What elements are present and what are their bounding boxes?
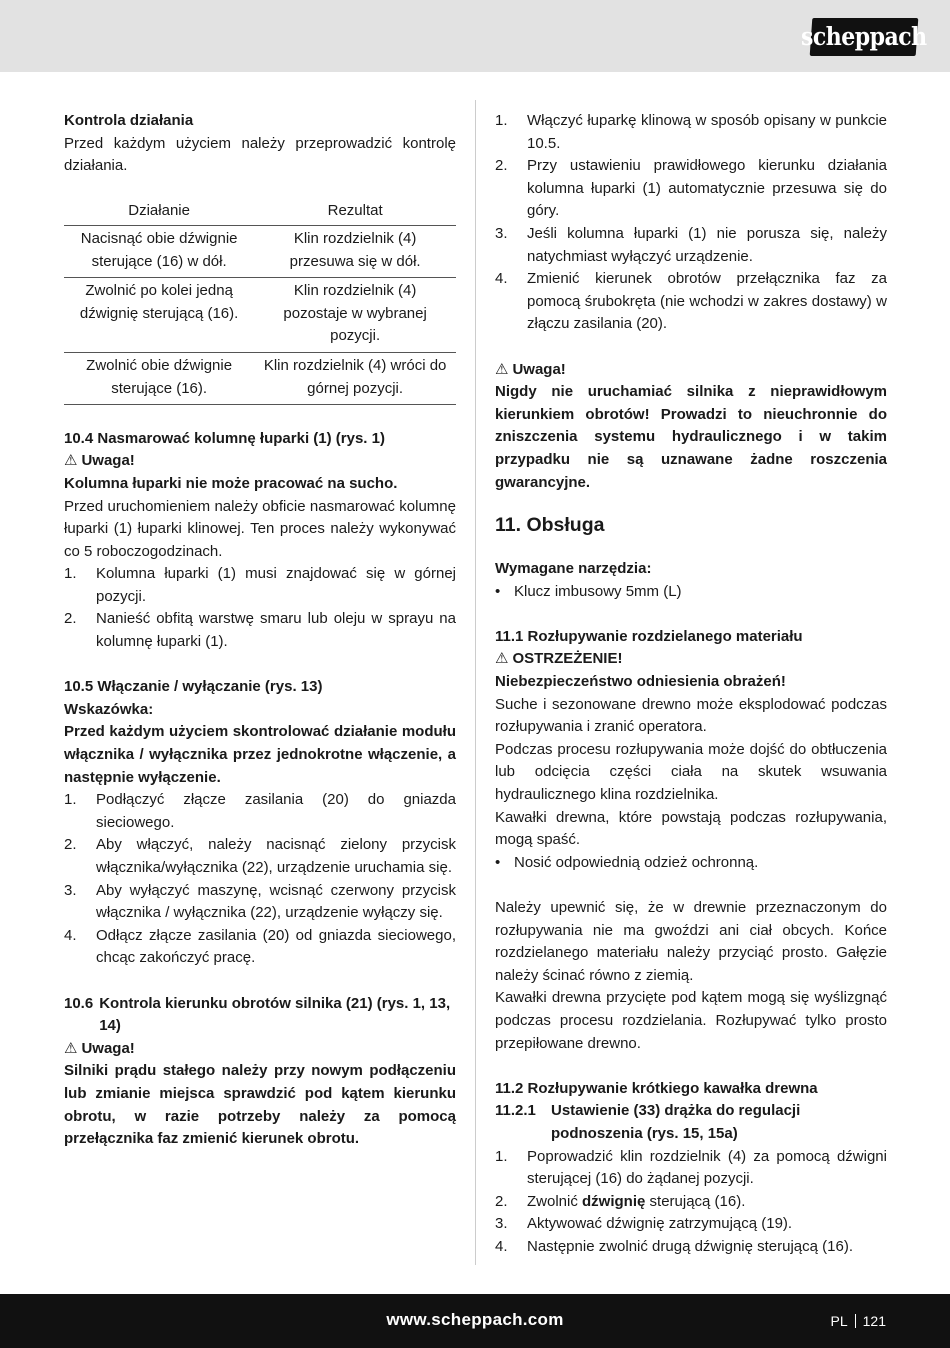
warning-label: Uwaga!: [81, 452, 135, 470]
list-item: 4. Odłącz złącze zasilania (20) od gniazda sieciowego, chcąc zakończyć pracę.: [64, 926, 456, 967]
list-item: 2. Aby włączyć, należy nacisnąć zielony przycisk włącznika/wyłącznika (22), urządzenie uruchamia się.: [64, 836, 456, 876]
function-check-table: [64, 200, 456, 405]
left-column: [64, 110, 456, 1151]
section-10-6-title: 10.6 Kontrola kierunku obrotów silnika (21) (rys. 1, 13, 14): [64, 994, 451, 1035]
section-10-4-text: Przed uruchomieniem należy obficie nasmarować kolumnę łuparki (1) łuparki klinowej. Ten proces należy wykonywać co 5 roboczogodzinach.: [64, 497, 456, 560]
paragraph: Suche i sezonowane drewno może eksplodować podczas rozłupywania i zranić operatora.: [495, 695, 887, 736]
section-11-2-1-title: 11.2.1 Ustawienie (33) drążka do regulacji podnoszenia (rys. 15, 15a): [495, 1102, 801, 1142]
bullet: •: [495, 853, 501, 871]
warning-triangle-icon: ⚠: [495, 650, 509, 668]
list-item: 1. Włączyć łuparkę klinową w sposób opisany w punkcie 10.5.: [495, 112, 887, 152]
section-10-5-bold: Przed każdym użyciem skontrolować działanie modułu włącznika / wyłącznika przez jednokrotne włączenie, a następnie wyłączenie.: [64, 723, 456, 786]
table-row: [64, 225, 456, 277]
language-code: PL: [830, 1313, 848, 1329]
list-item: 1. Podłączyć złącze zasilania (20) do gniazda sieciowego.: [64, 791, 456, 831]
warning-triangle-icon: ⚠: [64, 1039, 78, 1057]
paragraph: Podczas procesu rozłupywania może dojść do obtłuczenia lub odcięcia części ciała na skutek wsuwania hydraulicznego klina rozdzielnika.: [495, 740, 887, 804]
paragraph: Kawałki drewna, które powstają podczas rozłupywania, mogą spaść.: [495, 808, 887, 849]
warning-triangle-icon: ⚠: [495, 360, 509, 378]
tools-title: Wymagane narzędzia:: [495, 560, 652, 578]
warning-label: Uwaga!: [512, 360, 566, 378]
section-11-heading: 11. Obsługa: [495, 514, 605, 537]
paragraph: Kawałki drewna przycięte pod kątem mogą się wyślizgnąć podczas procesu rozdzielania. Rozłupywać tylko prosto przepiłowane drewno.: [495, 989, 887, 1052]
table-row: [64, 352, 456, 404]
tools-list: [495, 581, 887, 604]
right-column: [495, 110, 887, 1259]
table-header: Działanie: [64, 200, 254, 225]
warning-label: OSTRZEŻENIE!: [512, 650, 623, 668]
table-cell: Klin rozdzielnik (4) wróci do górnej pozycji.: [254, 352, 456, 404]
list-item: 1. Kolumna łuparki (1) musi znajdować się w górnej pozycji.: [64, 565, 456, 605]
hint-label: Wskazówka:: [64, 700, 154, 718]
list-item: 2. Przy ustawieniu prawidłowego kierunku działania kolumna łuparki (1) automatycznie przesuwa się do góry.: [495, 157, 887, 220]
warning-line: [64, 1038, 456, 1061]
table-cell: Zwolnić obie dźwignie sterujące (16).: [64, 352, 254, 404]
table-cell: Zwolnić po kolei jedną dźwignię sterującą (16).: [64, 278, 254, 353]
section-10-4-list: [64, 563, 456, 653]
table-cell: Klin rozdzielnik (4) przesuwa się w dół.: [254, 225, 456, 277]
warning-label: Uwaga!: [81, 1039, 135, 1057]
list-item: 1. Poprowadzić klin rozdzielnik (4) za pomocą dźwigni sterującej (16) do żądanej pozycji.: [495, 1147, 887, 1188]
table-cell: Nacisnąć obie dźwignie sterujące (16) w dół.: [64, 225, 254, 277]
function-check-text: Przed każdym użyciem należy przeprowadzić kontrolę działania.: [64, 134, 456, 175]
page-number: 121: [862, 1313, 886, 1329]
warning-triangle-icon: ⚠: [64, 452, 78, 470]
brand-logo: [801, 18, 927, 56]
table-header-row: [64, 200, 456, 225]
section-11-2-title: 11.2 Rozłupywanie krótkiego kawałka drewna: [495, 1079, 818, 1097]
section-10-4-title: 10.4 Nasmarować kolumnę łuparki (1) (rys. 1): [64, 429, 385, 447]
list-item: 4. Następnie zwolnić drugą dźwignię sterującą (16).: [495, 1237, 854, 1255]
safety-list: [495, 852, 887, 875]
section-10-4-bold: Kolumna łuparki nie może pracować na sucho.: [64, 474, 398, 492]
function-check-title: Kontrola działania: [64, 112, 194, 129]
section-10-6-bold: Silniki prądu stałego należy przy nowym podłączeniu lub zmianie miejsca sprawdzić pod kątem kierunku obrotu, w razie potrzeby należy za pomocą przełącznika faz zmienić kierunek obrotu.: [64, 1062, 456, 1148]
brand-logo-text: scheppach: [801, 21, 927, 52]
paragraph: Należy upewnić się, że w drewnie przeznaczonym do rozłupywania nie ma gwoździ ani ciał obcych. Końce rozdzielanego materiału należy przyciąć prosto. Gałęzie należy ścinać równo z ziemią.: [495, 899, 887, 984]
section-10-5-list: [64, 789, 456, 970]
list-item: • Nosić odpowiednią odzież ochronną.: [495, 852, 887, 875]
section-11-2-1-list: [495, 1146, 887, 1259]
section-11-1-bold: Niebezpieczeństwo odniesienia obrażeń!: [495, 673, 786, 691]
section-11-1-title: 11.1 Rozłupywanie rozdzielanego materiału: [495, 627, 803, 645]
list-item: 3. Jeśli kolumna łuparki (1) nie porusza się, należy natychmiast wyłączyć urządzenie.: [495, 224, 887, 265]
list-item: 4. Zmienić kierunek obrotów przełącznika faz za pomocą śrubokręta (nie wchodzi w zakres dostawy) w złączu zasilania (20).: [495, 270, 887, 333]
list-item: • Klucz imbusowy 5mm (L): [495, 581, 887, 604]
separator: [855, 1314, 856, 1328]
table-row: [64, 278, 456, 353]
footer-url[interactable]: www.scheppach.com: [386, 1310, 564, 1329]
list-item: 2. Nanieść obfitą warstwę smaru lub oleju w sprayu na kolumnę łuparki (1).: [64, 610, 456, 651]
table-header: Rezultat: [254, 200, 456, 225]
list-item: 3. Aktywować dźwignię zatrzymującą (19).: [495, 1215, 793, 1233]
warning-line: [495, 648, 887, 671]
warning-line: [64, 450, 456, 473]
warning-line: [495, 359, 887, 382]
rotation-check-list: [495, 110, 887, 336]
section-10-5-title: 10.5 Włączanie / wyłączanie (rys. 13): [64, 678, 323, 696]
list-item: 2. Zwolnić dźwignię sterującą (16).: [495, 1192, 746, 1210]
column-divider: [475, 100, 476, 1265]
page-indicator: [831, 1310, 886, 1333]
bullet: •: [495, 582, 501, 600]
list-item: 3. Aby wyłączyć maszynę, wcisnąć czerwony przycisk włącznika / wyłącznika (22), urządzenie wyłączy się.: [64, 881, 456, 922]
rotation-warning-text: Nigdy nie uruchamiać silnika z nieprawidłowym kierunkiem obrotów! Prowadzi to nieuchronnie do zniszczenia systemu hydraulicznego i w takim przypadku nie są uznawane żadne roszczenia gwarancyjne.: [495, 383, 887, 491]
table-cell: Klin rozdzielnik (4) pozostaje w wybranej pozycji.: [254, 278, 456, 353]
